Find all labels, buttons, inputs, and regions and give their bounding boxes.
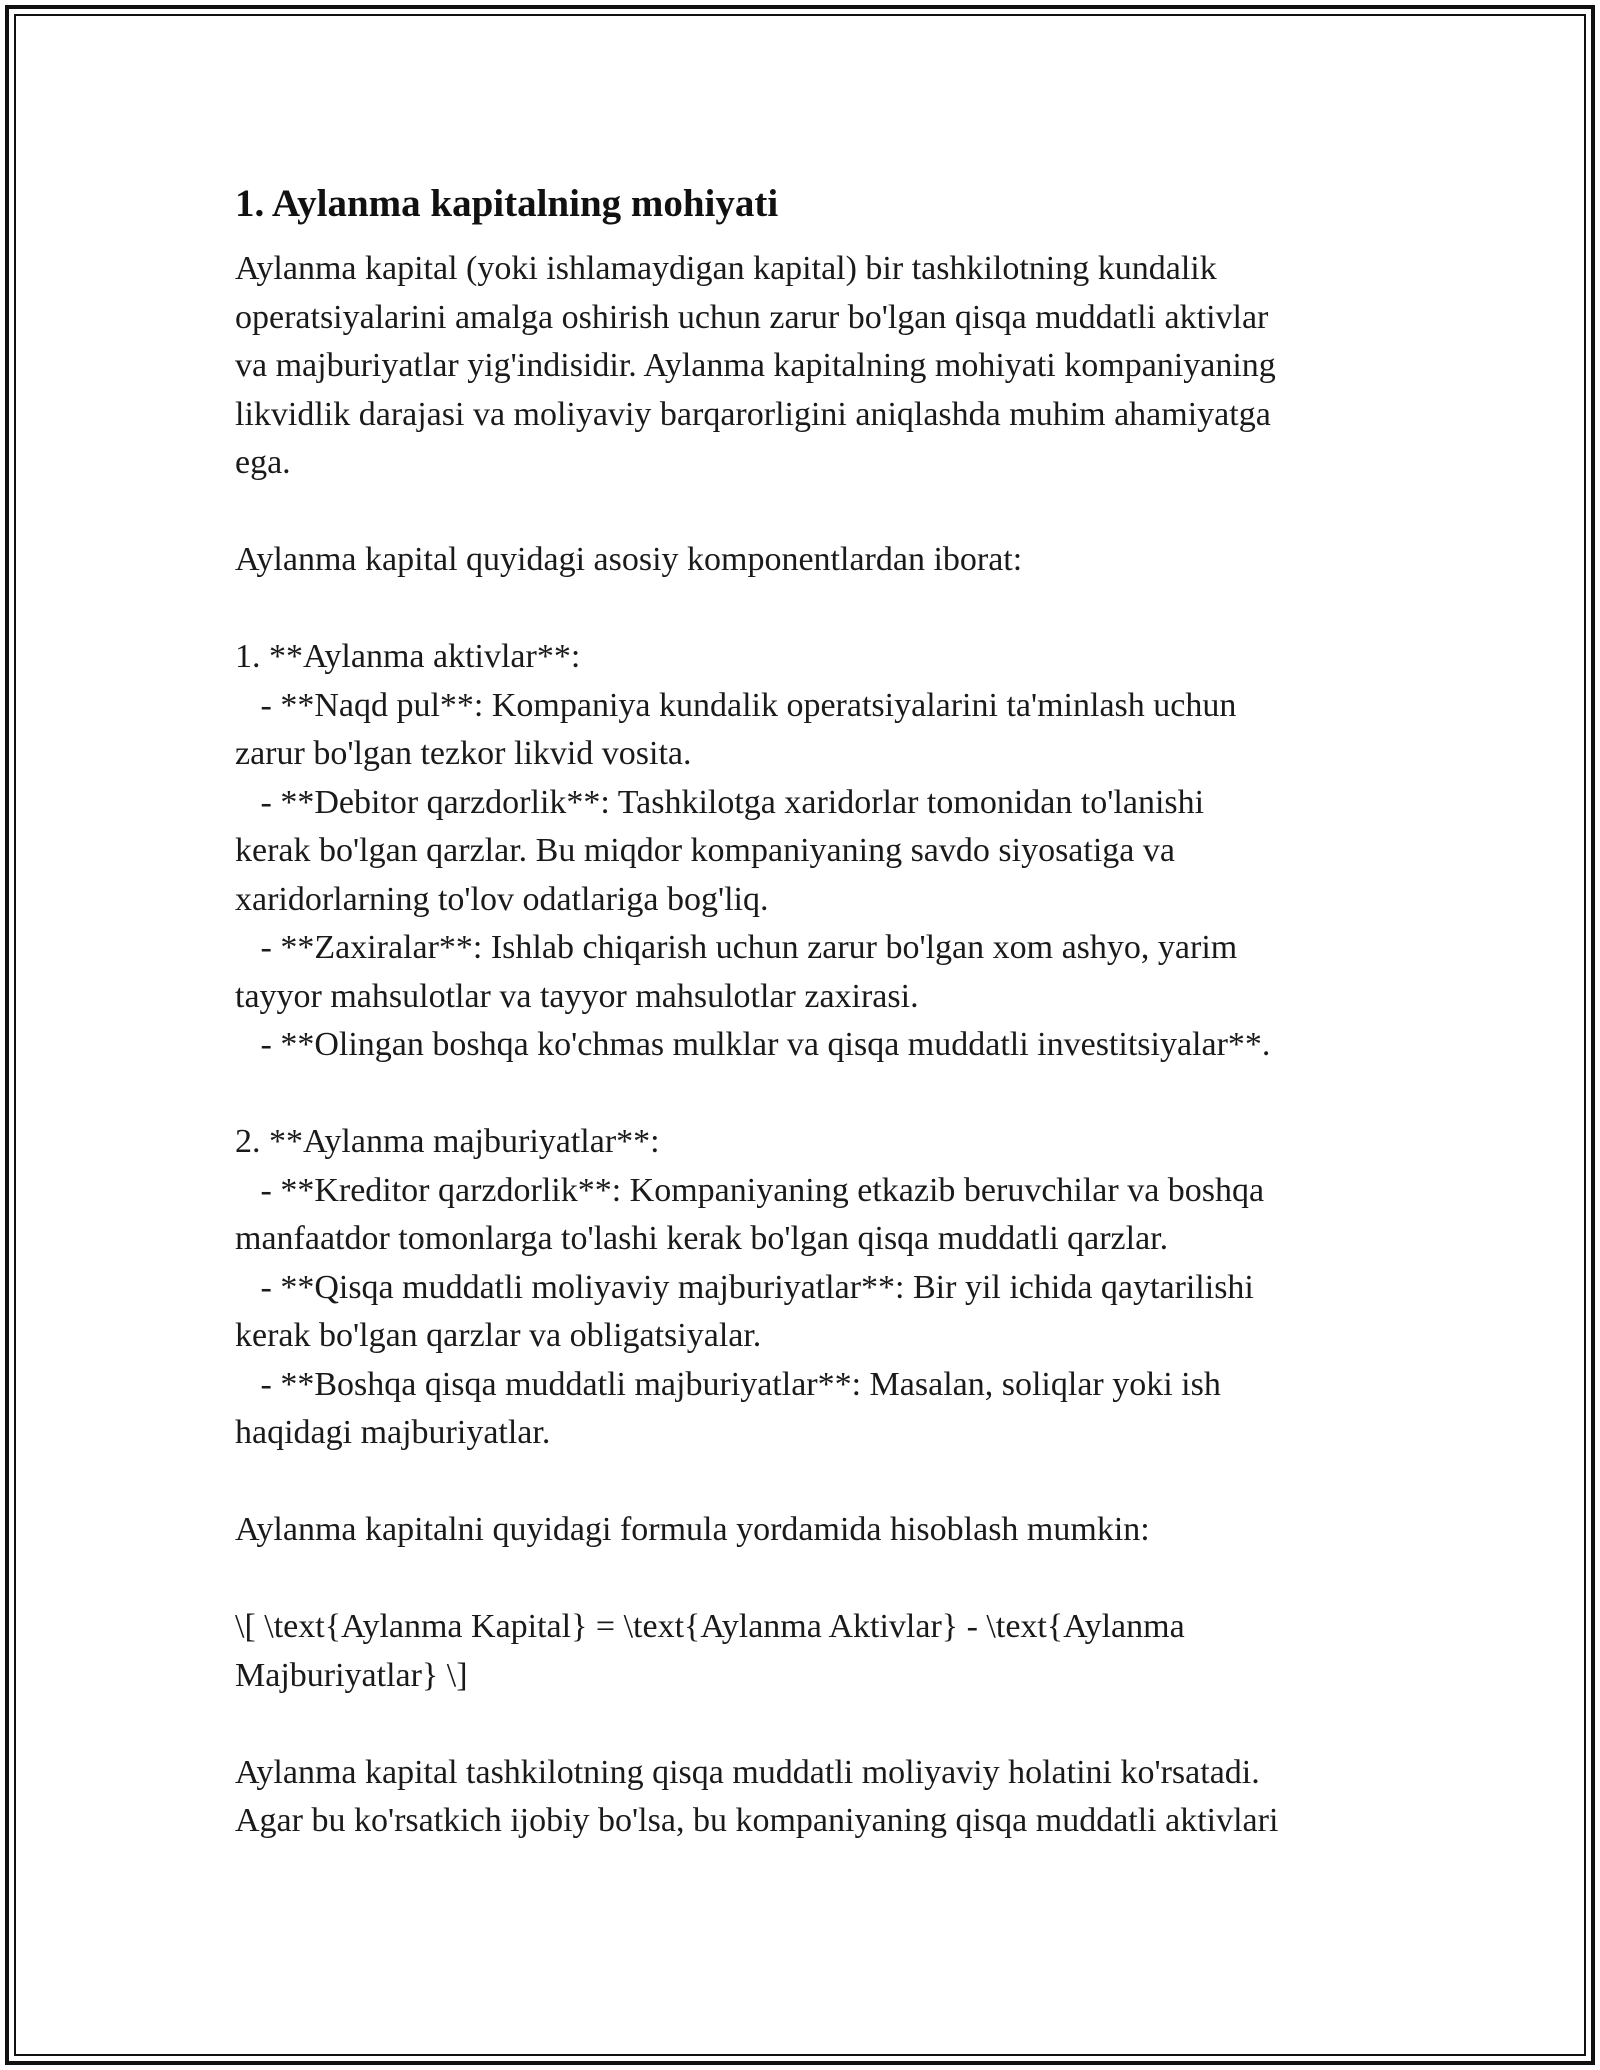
document-content [235, 180, 1395, 1846]
document-body: Aylanma kapital (yoki ishlamaydigan kapital) bir tashkilotning kundalik operatsiyalarini amalga oshirish uchun zarur bo'lgan qisqa muddatli aktivlar va majburiyatlar yig'indisidir. Aylanma kapitalning mohiyati kompaniyaning likvidlik darajasi va moliyaviy barqarorligini aniqlashda muhim ahamiyatga ega. Aylanma kapital quyidagi asosiy komponentlardan iborat: 1. **Aylanma aktivlar**: - **Naqd pul**: Kompaniya kundalik operatsiyalarini ta'minlash uchun zarur bo'lgan tezkor likvid vosita. - **Debitor qarzdorlik**: Tashkilotga xaridorlar tomonidan to'lanishi kerak bo'lgan qarzlar. Bu miqdor kompaniyaning savdo siyosatiga va xaridorlarning to'lov odatlariga bog'liq. - **Zaxiralar**: Ishlab chiqarish uchun zarur bo'lgan xom ashyo, yarim tayyor mahsulotlar va tayyor mahsulotlar zaxirasi. - **Olingan boshqa ko'chmas mulklar va qisqa muddatli investitsiyalar**. 2. **Aylanma majburiyatlar**: - **Kreditor qarzdorlik**: Kompaniyaning etkazib beruvchilar va boshqa manfaatdor tomonlarga to'lashi kerak bo'lgan qisqa muddatli qarzlar. - **Qisqa muddatli moliyaviy majburiyatlar**: Bir yil ichida qaytarilishi kerak bo'lgan qarzlar va obligatsiyalar. - **Boshqa qisqa muddatli majburiyatlar**: Masalan, soliqlar yoki ish haqidagi majburiyatlar. Aylanma kapitalni quyidagi formula yordamida hisoblash mumkin: \[ \text{Aylanma Kapital} = \text{Aylanma Aktivlar} - \text{Aylanma Majburiyatlar} \] Aylanma kapital tashkilotning qisqa muddatli moliyaviy holatini ko'rsatadi. Agar bu ko'rsatkich ijobiy bo'lsa, bu kompaniyaning qisqa muddatli aktivlari [235, 250, 1279, 1839]
page-title: 1. Aylanma kapitalning mohiyati [235, 182, 779, 225]
